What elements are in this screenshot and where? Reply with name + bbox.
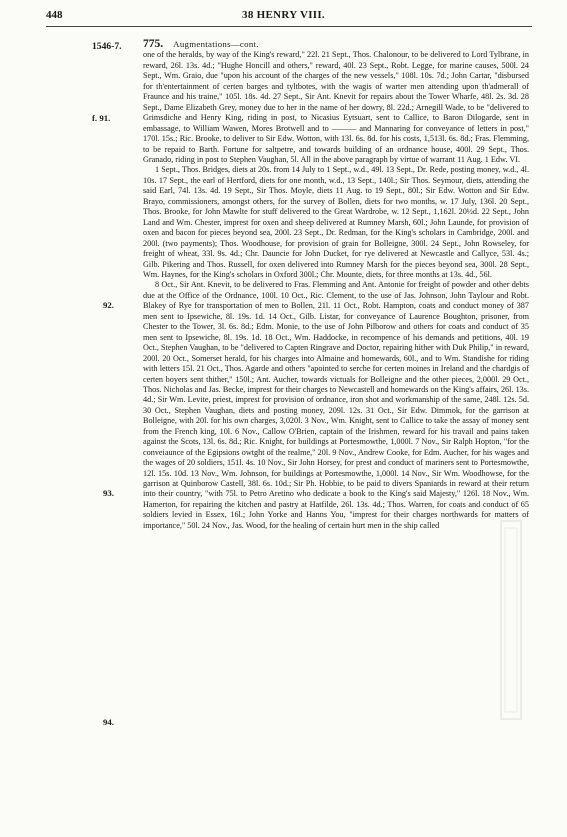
watermark-stamp xyxy=(500,520,522,720)
paragraph: one of the heralds, by way of the King's reward," 22l. 21 Sept., Thos. Chalonour, to be delivered to Lord Tylbrane, in reward, 26l. 13s. 4d.; "Hughe Honcill and others," reward, 40l. 23 Sept., Robt. Legge, for marine causes, 500l. 24 Sept., Wm. Graio, due "upon his account of the charges of the new vessels," 108l. 10s. 7d.; John Cartar, "disbursed for th'entertainment of certen barges and tyltbotes, with the wagis of warter men attending upon th'admerall of Fraunce and his traine," 105l. 18s. 4d. 27 Sept., Sir Ant. Knevit for repairs about the Tower Wharfe, 48l. 2s. 3d. 28 Sept., Dame Elizabeth Grey, money due to her in the name of her dowry, 8l. 22d.; Arnegill Wade, to be "delivered to Grimsdiche and Henry King, riding in post, to Nicasius Eytsuart, sent to Callice, to Baron Dilogarde, sent in embassage, to William Wawen, Mores Brotwell and to ——— and Mannaring for conveyance of letters in post," 170l. 15s.; Ric. Brooke, to deliver to Sir Edw. Wotton, with 13l. 6s. 8d. for his costs, 1,513l. 6s. 8d.; Fras. Flemming, to be repaid to Barth. Fortune for saltpetre, and towards building of an ordnance house, 400l. 29 Sept., Thos. Granado, riding in post to Stephen Vaughan, 5l. All in the above paragraph by virtue of warrant 11 Aug. 1 Edw. VI. xyxy=(143,50,529,164)
margin-year: 1546-7. xyxy=(92,41,122,52)
running-title: 38 HENRY VIII. xyxy=(242,9,325,21)
folio-mark: 92. xyxy=(103,300,114,310)
entry-label: Augmentations—cont. xyxy=(173,39,259,49)
paragraph: 8 Oct., Sir Ant. Knevit, to be delivered to Fras. Flemming and Ant. Antonie for freight of powder and other debts due at the Office of the Ordnance, 100l. 10 Oct., Ric. Clement, to the use of Jas. Johnson, John Taylour and Robt. Blakey of Rye for transportation of men to Bollen, 21l. 11 Oct., Robt. Hampton, coats and conduct money of 387 men sent to Ipsewiche, 8l. 19s. 1d. 14 Oct., Gilb. Listar, for conveyance of Laurence Boughton, prisoner, from Chester to the Tower, 3l. 6s. 8d.; Edm. Monie, to the use of John Pilborow and others for coats and conduct of 35 men sent to Ipsewiche, 8l. 19s. 1d. 18 Oct., Wm. Haddocke, in recompence of his demands and petitions, 40l. 19 Oct., Stephen Vaughan, to be "delivered to Capten Ringrave and Doctor, repairing hither with Duk Philip," in reward, 200l. 20 Oct., Somerset herald, for his charges into Almaine and homewards, 60l., and to Wm. Standishe for riding with letters 15l. 21 Oct., Thos. Agarde and others "apointed to serche for certen moines in Ireland and the chardgis of certen boyers sent thither," 150l.; Ant. Aucher, towards victuals for Bolleigne and the other pieces, 2,000l. 29 Oct., Thos. Nicholas and Jas. Becke, imprest for their charges to Newcastell and homewards on the King's affairs, 26l. 13s. 4d.; Sir Wm. Levite, priest, imprest for provision of ordnance, iron shot and workmanship of the same, 248l. 12s. 5d. 30 Oct., Stephen Vaughan, diets and posting money, 209l. 12s. 31 Oct., Sir Edw. Dimmok, for the garrison at Bolleigne, with 20l. for his own charges, 3,020l. 3 Nov., Wm. Knight, sent to Callice to take the assay of money sent from the French king, 10l. 6 Nov., Callow O'Brien, captain of the Irishmen, reward for his travail and pains taken against the Scots, 13l. 6s. 8d.; Ric. Knight, for buildings at Portesmowthe, 1,000l. 7 Nov., Sir Ralph Hopton, "for the conveiaunce of the Egipsions owtght of the realme," 20l. 9 Nov., Andrew Cooke, for Edm. Aucher, for his wages and the wages of 20 soldiers, 151l. 4s. 10 Nov., Sir John Horsey, for prest and conduct of mariners sent to Portesmowthe, 12l. 15s. 10d. 13 Nov., Wm. Johnson, for buildings at Portesmowthe, 1,000l. 14 Nov., Sir Wm. Woodhowse, for the garrison at Quinborow Castell, 38l. 6s. 10d.; Sir Ph. Hobbie, to be paid to divers Spaniards in reward at their return into their country, "with 75l. to Petro Aretino who dedicate a book to the King's said Majesty," 126l. 18 Nov., Wm. Hamerton, for repairing the kitchen and pastry at Hatfilde, 26l. 13s. 4d.; Thos. Warren, for coats and conduct of 65 soldiers levied in Essex, 16l.; John Yorke and Hanns You, "imprest for their charges northwards for matters of importance," 50l. 24 Nov., Jas. Wood, for the healing of certain hurt men in the ship called xyxy=(143,280,529,530)
running-header xyxy=(0,9,567,23)
paragraph: 1 Sept., Thos. Bridges, diets at 20s. from 14 July to 1 Sept., w.d., 49l. 13 Sept., Dr. Rede, posting money, w.d., 4l. 10s. 17 Sept., the earl of Hertford, diets for one month, w.d., 13 Sept., 140l.; Sir Thos. Seymour, diets, attending the said Earl, 74l. 13s. 4d. 19 Sept., Sir Thos. Moyle, diets 11 Aug. to 19 Sept., 80l.; Sir Edw. Wotton and Sir Edw. Brayo, commissioners, amongst others, for the survey of Bollen, diets for two months, w. 17 July, 136l. 20 Sept., Thos. Brooke, for John Mawlte for stuff delivered to the Great Wardrobe, w. 12 Sept., 1,162l. 20½d. 22 Sept., John Land and Wm. Chester, imprest for oxen and sheep delivered at Rumney Marsh, 60l.; John Launde, for provision of oxen and bacon for pieces beyond sea, 200l. 23 Sept., Dr. Redman, for the King's scholars in Cambridge, 200l. and 200l. (two payments); Thos. Woodhouse, for provision of grain for Bolleigne, 300l. 24 Sept., John Rowseley, for freight of wheat, 33l. 9s. 4d.; Chr. Dauncie for John Ducket, for rye delivered at Newcastle and Callyce, 53l. 4s.; Gilb. Pikering and Thos. Russell, for oxen delivered into Rumney Marsh for the pieces beyond sea, 300l. 28 Sept., Wm. Haynes, for the King's scholars in Oxford 300l.; Chr. Mounte, diets, for three months at 13s. 4d., 56l. xyxy=(143,165,529,279)
folio-mark: 94. xyxy=(103,717,114,727)
page-number: 448 xyxy=(46,9,63,21)
entry-heading xyxy=(143,39,529,50)
header-rule xyxy=(46,26,532,27)
folio-mark: 93. xyxy=(103,488,114,498)
folio-mark: f. 91. xyxy=(92,113,111,123)
entry-body xyxy=(143,39,529,531)
entry-number: 775. xyxy=(143,38,164,50)
